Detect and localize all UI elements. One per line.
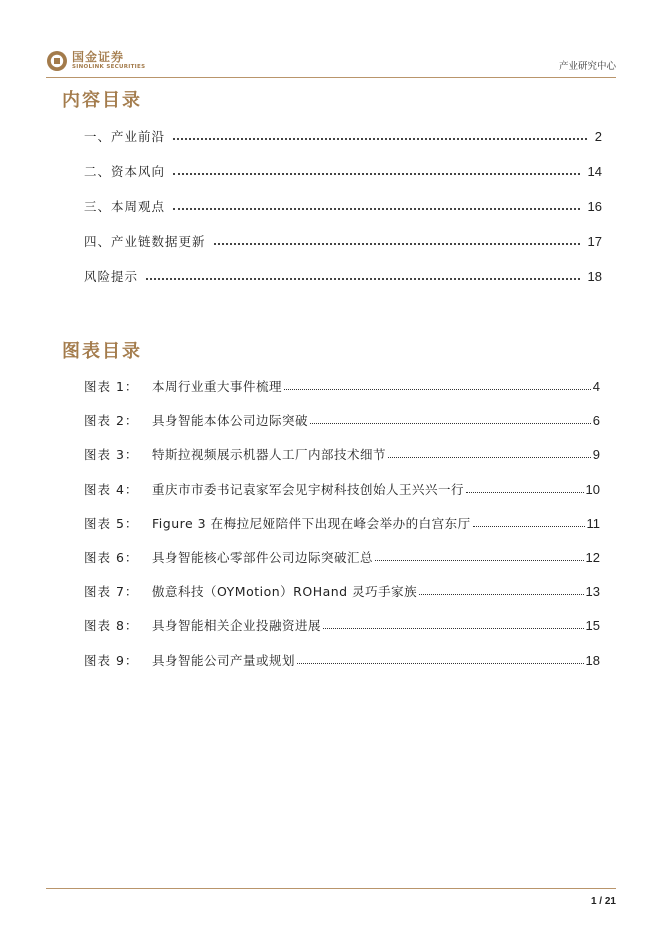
figure-item[interactable] bbox=[84, 377, 600, 411]
toc-item-label: 四、产业链数据更新 bbox=[84, 234, 206, 249]
figure-item-number: 图表 5： bbox=[84, 515, 139, 531]
toc-item-page: 2 bbox=[594, 129, 602, 144]
figure-item-number: 图表 1： bbox=[84, 379, 139, 394]
toc-leader-dots bbox=[173, 199, 580, 210]
toc-leader-dots bbox=[173, 164, 580, 175]
toc-item[interactable] bbox=[84, 267, 602, 302]
figure-item-number: 图表 3： bbox=[84, 447, 139, 463]
figure-leader-dots bbox=[419, 585, 583, 595]
figure-item-title: 重庆市市委书记袁家军会见宇树科技创始人王兴兴一行 bbox=[152, 481, 465, 497]
toc-item[interactable] bbox=[84, 162, 602, 197]
toc-item[interactable] bbox=[84, 232, 602, 267]
figure-leader-dots bbox=[388, 448, 591, 458]
figure-leader-dots bbox=[323, 619, 584, 629]
figure-item[interactable] bbox=[84, 616, 600, 650]
figure-item-page: 6 bbox=[592, 413, 600, 429]
toc-item-label: 三、本周观点 bbox=[84, 199, 166, 214]
figure-item[interactable] bbox=[84, 411, 600, 445]
figure-item[interactable] bbox=[84, 514, 600, 548]
figure-item-number: 图表 8： bbox=[84, 618, 139, 634]
figure-item-number: 图表 6： bbox=[84, 549, 139, 565]
figure-item[interactable] bbox=[84, 582, 600, 616]
figure-item-title: 具身智能相关企业投融资进展 bbox=[152, 618, 322, 634]
figure-item-title: Figure 3 在梅拉尼娅陪伴下出现在峰会举办的白宫东厅 bbox=[152, 515, 471, 531]
figure-item-title: 具身智能核心零部件公司边际突破汇总 bbox=[152, 549, 374, 565]
logo-chinese-name: 国金证券 bbox=[72, 50, 125, 64]
figure-item[interactable] bbox=[84, 651, 600, 685]
sinolink-logo-icon bbox=[46, 50, 68, 72]
toc-item[interactable] bbox=[84, 127, 602, 162]
department-label: 产业研究中心 bbox=[558, 61, 616, 72]
logo-english-name: SINOLINK SECURITIES bbox=[72, 64, 146, 70]
toc-leader-dots bbox=[146, 269, 580, 280]
toc-item-page: 18 bbox=[587, 269, 602, 284]
toc-item-label: 风险提示 bbox=[84, 269, 139, 284]
page-header bbox=[0, 0, 662, 78]
toc-item-page: 17 bbox=[587, 234, 602, 249]
toc-title: 内容目录 bbox=[62, 90, 142, 111]
figure-item-title: 具身智能本体公司边际突破 bbox=[152, 413, 309, 429]
figure-item[interactable] bbox=[84, 445, 600, 479]
figure-item-page: 13 bbox=[585, 584, 600, 600]
toc-item-page: 14 bbox=[587, 164, 602, 179]
figure-item-number: 图表 9： bbox=[84, 652, 139, 668]
figure-leader-dots bbox=[284, 380, 591, 390]
figure-item-page: 9 bbox=[592, 447, 600, 463]
figure-item-page: 10 bbox=[585, 481, 600, 497]
figure-item-page: 11 bbox=[586, 515, 600, 531]
figure-item-title: 具身智能公司产量或规划 bbox=[152, 652, 296, 668]
figure-leader-dots bbox=[297, 654, 584, 664]
figure-list-title: 图表目录 bbox=[62, 341, 142, 362]
figure-item[interactable] bbox=[84, 548, 600, 582]
footer-divider bbox=[46, 888, 616, 889]
toc-leader-dots bbox=[173, 129, 587, 140]
figure-item-number: 图表 2： bbox=[84, 413, 139, 429]
toc-item[interactable] bbox=[84, 197, 602, 232]
figure-leader-dots bbox=[375, 551, 584, 561]
figure-item-title: 傲意科技（OYMotion）ROHand 灵巧手家族 bbox=[152, 584, 418, 600]
figure-item-page: 4 bbox=[592, 379, 600, 394]
figure-leader-dots bbox=[310, 414, 591, 424]
figure-item-page: 12 bbox=[585, 549, 600, 565]
figure-item-title: 特斯拉视频展示机器人工厂内部技术细节 bbox=[152, 447, 387, 463]
toc-leader-dots bbox=[214, 234, 580, 245]
toc-list bbox=[84, 127, 602, 302]
figure-item[interactable] bbox=[84, 480, 600, 514]
figure-item-page: 18 bbox=[585, 652, 600, 668]
page-number: 1 / 21 bbox=[590, 896, 616, 907]
figure-item-page: 15 bbox=[585, 618, 600, 634]
header-divider bbox=[46, 77, 616, 78]
figure-leader-dots bbox=[466, 483, 584, 493]
toc-item-page: 16 bbox=[587, 199, 602, 214]
figure-leader-dots bbox=[473, 517, 585, 527]
figure-list bbox=[84, 377, 600, 685]
toc-item-label: 二、资本风向 bbox=[84, 164, 166, 179]
figure-item-title: 本周行业重大事件梳理 bbox=[152, 379, 283, 394]
toc-item-label: 一、产业前沿 bbox=[84, 129, 166, 144]
figure-item-number: 图表 4： bbox=[84, 481, 139, 497]
figure-item-number: 图表 7： bbox=[84, 584, 139, 600]
